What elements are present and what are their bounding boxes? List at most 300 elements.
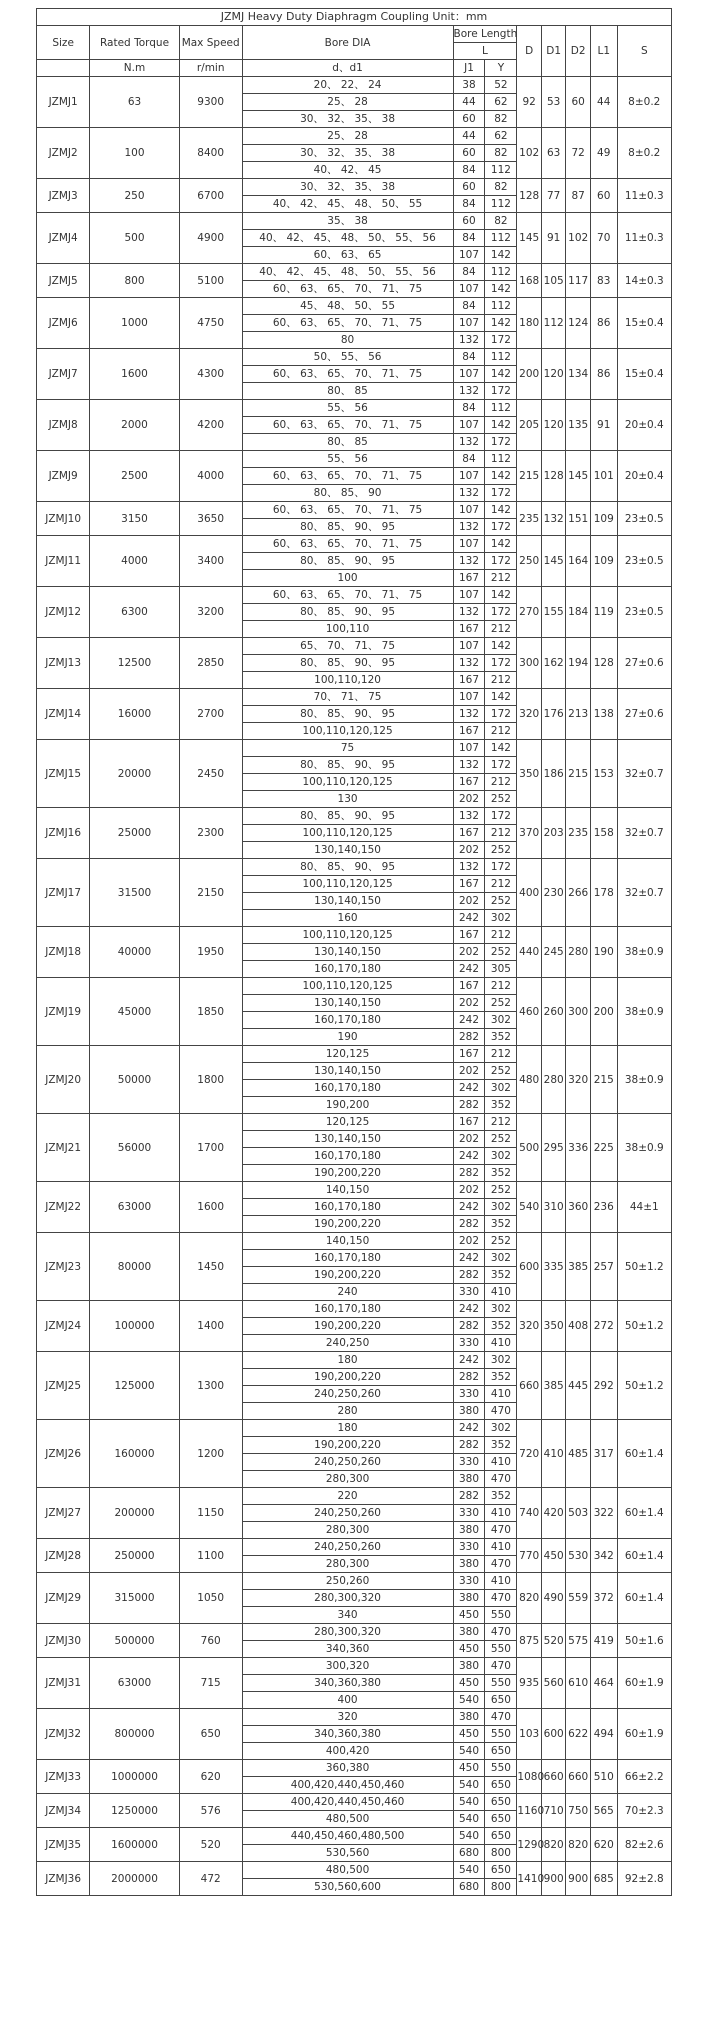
cell-bore-y: 82 xyxy=(485,111,517,128)
cell-bore-y: 410 xyxy=(485,1454,517,1471)
cell-d2: 266 xyxy=(566,859,591,927)
cell-bore-dia: 130,140,150 xyxy=(242,1063,453,1080)
cell-l1: 419 xyxy=(590,1624,617,1658)
cell-bore-j1: 450 xyxy=(453,1726,485,1743)
cell-rated-torque: 3150 xyxy=(90,502,179,536)
cell-size: JZMJ28 xyxy=(37,1539,90,1573)
cell-max-speed: 3400 xyxy=(179,536,242,587)
cell-d1: 420 xyxy=(541,1488,566,1539)
cell-bore-dia: 190,200,220 xyxy=(242,1267,453,1284)
cell-bore-dia: 130,140,150 xyxy=(242,995,453,1012)
table-row xyxy=(37,808,672,825)
cell-bore-y: 305 xyxy=(485,961,517,978)
cell-bore-dia: 280,300,320 xyxy=(242,1590,453,1607)
cell-bore-j1: 167 xyxy=(453,570,485,587)
header-torque-unit: N.m xyxy=(90,60,179,77)
cell-bore-j1: 282 xyxy=(453,1437,485,1454)
cell-bore-j1: 330 xyxy=(453,1454,485,1471)
cell-rated-torque: 160000 xyxy=(90,1420,179,1488)
cell-bore-dia: 190,200,220 xyxy=(242,1165,453,1182)
cell-bore-y: 302 xyxy=(485,1352,517,1369)
cell-bore-j1: 84 xyxy=(453,196,485,213)
cell-bore-y: 352 xyxy=(485,1437,517,1454)
cell-s: 60±1.4 xyxy=(617,1573,671,1624)
cell-rated-torque: 200000 xyxy=(90,1488,179,1539)
header-d1: D1 xyxy=(541,26,566,77)
cell-s: 32±0.7 xyxy=(617,859,671,927)
cell-size: JZMJ1 xyxy=(37,77,90,128)
cell-d1: 335 xyxy=(541,1233,566,1301)
cell-max-speed: 8400 xyxy=(179,128,242,179)
cell-bore-y: 212 xyxy=(485,570,517,587)
cell-bore-dia: 80、 85、 90 xyxy=(242,485,453,502)
cell-bore-dia: 480,500 xyxy=(242,1862,453,1879)
cell-d: 660 xyxy=(517,1352,542,1420)
table-row xyxy=(37,1420,672,1437)
cell-bore-dia: 360,380 xyxy=(242,1760,453,1777)
cell-max-speed: 4750 xyxy=(179,298,242,349)
cell-bore-j1: 282 xyxy=(453,1488,485,1505)
cell-bore-j1: 282 xyxy=(453,1029,485,1046)
cell-bore-y: 142 xyxy=(485,315,517,332)
cell-bore-j1: 242 xyxy=(453,1250,485,1267)
cell-bore-y: 470 xyxy=(485,1556,517,1573)
cell-d: 250 xyxy=(517,536,542,587)
cell-d1: 230 xyxy=(541,859,566,927)
cell-d2: 164 xyxy=(566,536,591,587)
cell-l1: 60 xyxy=(590,179,617,213)
cell-s: 60±1.4 xyxy=(617,1539,671,1573)
cell-d1: 260 xyxy=(541,978,566,1046)
cell-bore-j1: 242 xyxy=(453,1148,485,1165)
cell-bore-dia: 35、 38 xyxy=(242,213,453,230)
cell-bore-y: 172 xyxy=(485,383,517,400)
cell-s: 23±0.5 xyxy=(617,587,671,638)
cell-bore-j1: 202 xyxy=(453,1182,485,1199)
cell-bore-y: 252 xyxy=(485,1131,517,1148)
cell-s: 8±0.2 xyxy=(617,128,671,179)
cell-size: JZMJ16 xyxy=(37,808,90,859)
table-row xyxy=(37,128,672,145)
cell-bore-y: 62 xyxy=(485,94,517,111)
cell-bore-dia: 60、 63、 65、 70、 71、 75 xyxy=(242,468,453,485)
cell-d2: 320 xyxy=(566,1046,591,1114)
cell-bore-y: 142 xyxy=(485,536,517,553)
cell-d2: 134 xyxy=(566,349,591,400)
cell-s: 11±0.3 xyxy=(617,179,671,213)
cell-s: 50±1.6 xyxy=(617,1624,671,1658)
cell-max-speed: 1050 xyxy=(179,1573,242,1624)
cell-d1: 162 xyxy=(541,638,566,689)
cell-bore-j1: 242 xyxy=(453,1352,485,1369)
cell-bore-dia: 80、 85 xyxy=(242,383,453,400)
cell-bore-j1: 60 xyxy=(453,111,485,128)
cell-d1: 660 xyxy=(541,1760,566,1794)
cell-s: 82±2.6 xyxy=(617,1828,671,1862)
cell-s: 38±0.9 xyxy=(617,1046,671,1114)
cell-rated-torque: 80000 xyxy=(90,1233,179,1301)
cell-d2: 485 xyxy=(566,1420,591,1488)
cell-bore-dia: 480,500 xyxy=(242,1811,453,1828)
cell-size: JZMJ23 xyxy=(37,1233,90,1301)
cell-bore-y: 142 xyxy=(485,247,517,264)
cell-bore-j1: 282 xyxy=(453,1165,485,1182)
cell-max-speed: 1450 xyxy=(179,1233,242,1301)
cell-bore-y: 410 xyxy=(485,1539,517,1556)
cell-bore-dia: 160,170,180 xyxy=(242,1148,453,1165)
cell-d: 600 xyxy=(517,1233,542,1301)
cell-s: 60±1.4 xyxy=(617,1488,671,1539)
cell-d2: 280 xyxy=(566,927,591,978)
cell-bore-j1: 132 xyxy=(453,655,485,672)
cell-d: 270 xyxy=(517,587,542,638)
cell-bore-y: 252 xyxy=(485,995,517,1012)
cell-size: JZMJ26 xyxy=(37,1420,90,1488)
cell-bore-j1: 202 xyxy=(453,1233,485,1250)
cell-bore-dia: 180 xyxy=(242,1420,453,1437)
cell-bore-j1: 167 xyxy=(453,621,485,638)
cell-bore-y: 142 xyxy=(485,468,517,485)
cell-bore-dia: 80 xyxy=(242,332,453,349)
cell-bore-dia: 40、 42、 45、 48、 50、 55 xyxy=(242,196,453,213)
cell-bore-dia: 240,250,260 xyxy=(242,1386,453,1403)
cell-d2: 60 xyxy=(566,77,591,128)
cell-bore-dia: 320 xyxy=(242,1709,453,1726)
cell-size: JZMJ13 xyxy=(37,638,90,689)
cell-bore-y: 142 xyxy=(485,638,517,655)
header-d2: D2 xyxy=(566,26,591,77)
cell-d: 935 xyxy=(517,1658,542,1709)
cell-d2: 124 xyxy=(566,298,591,349)
cell-bore-y: 550 xyxy=(485,1675,517,1692)
cell-bore-j1: 132 xyxy=(453,808,485,825)
cell-max-speed: 472 xyxy=(179,1862,242,1896)
cell-bore-dia: 80、 85、 90、 95 xyxy=(242,604,453,621)
cell-s: 44±1 xyxy=(617,1182,671,1233)
cell-bore-y: 470 xyxy=(485,1590,517,1607)
cell-max-speed: 4200 xyxy=(179,400,242,451)
cell-d2: 750 xyxy=(566,1794,591,1828)
cell-bore-j1: 132 xyxy=(453,485,485,502)
cell-bore-dia: 65、 70、 71、 75 xyxy=(242,638,453,655)
cell-size: JZMJ25 xyxy=(37,1352,90,1420)
cell-bore-y: 352 xyxy=(485,1165,517,1182)
cell-bore-j1: 107 xyxy=(453,247,485,264)
table-row xyxy=(37,298,672,315)
header-bore-length: Bore Length xyxy=(453,26,517,43)
cell-max-speed: 2850 xyxy=(179,638,242,689)
cell-d: 350 xyxy=(517,740,542,808)
cell-size: JZMJ36 xyxy=(37,1862,90,1896)
cell-bore-j1: 242 xyxy=(453,1420,485,1437)
table-title: JZMJ Heavy Duty Diaphragm Coupling Unit：mm xyxy=(37,9,672,26)
cell-bore-dia: 80、 85、 90、 95 xyxy=(242,553,453,570)
cell-bore-y: 112 xyxy=(485,196,517,213)
cell-bore-dia: 440,450,460,480,500 xyxy=(242,1828,453,1845)
cell-bore-j1: 167 xyxy=(453,1114,485,1131)
cell-bore-j1: 540 xyxy=(453,1862,485,1879)
cell-bore-j1: 107 xyxy=(453,417,485,434)
cell-max-speed: 1300 xyxy=(179,1352,242,1420)
cell-bore-j1: 380 xyxy=(453,1403,485,1420)
cell-bore-j1: 167 xyxy=(453,774,485,791)
cell-bore-dia: 100,110,120,125 xyxy=(242,825,453,842)
cell-size: JZMJ30 xyxy=(37,1624,90,1658)
cell-bore-j1: 84 xyxy=(453,400,485,417)
cell-d: 1290 xyxy=(517,1828,542,1862)
cell-bore-j1: 540 xyxy=(453,1777,485,1794)
cell-l1: 190 xyxy=(590,927,617,978)
header-bore-sub: d、d1 xyxy=(242,60,453,77)
cell-bore-y: 52 xyxy=(485,77,517,94)
cell-l1: 342 xyxy=(590,1539,617,1573)
cell-bore-y: 172 xyxy=(485,808,517,825)
cell-bore-dia: 80、 85、 90、 95 xyxy=(242,808,453,825)
cell-bore-y: 650 xyxy=(485,1811,517,1828)
table-row xyxy=(37,1182,672,1199)
cell-d: 720 xyxy=(517,1420,542,1488)
cell-d: 205 xyxy=(517,400,542,451)
cell-rated-torque: 2000 xyxy=(90,400,179,451)
cell-d2: 820 xyxy=(566,1828,591,1862)
cell-max-speed: 4300 xyxy=(179,349,242,400)
cell-bore-j1: 60 xyxy=(453,145,485,162)
cell-s: 60±1.4 xyxy=(617,1420,671,1488)
header-rated-torque: Rated Torque xyxy=(90,26,179,60)
cell-bore-dia: 80、 85、 90、 95 xyxy=(242,859,453,876)
cell-bore-dia: 40、 42、 45、 48、 50、 55、 56 xyxy=(242,264,453,281)
cell-d: 740 xyxy=(517,1488,542,1539)
cell-size: JZMJ7 xyxy=(37,349,90,400)
cell-size: JZMJ3 xyxy=(37,179,90,213)
cell-l1: 109 xyxy=(590,502,617,536)
cell-bore-y: 302 xyxy=(485,1199,517,1216)
cell-s: 50±1.2 xyxy=(617,1301,671,1352)
cell-bore-j1: 84 xyxy=(453,349,485,366)
cell-bore-y: 252 xyxy=(485,944,517,961)
cell-max-speed: 4900 xyxy=(179,213,242,264)
cell-bore-dia: 340 xyxy=(242,1607,453,1624)
cell-l1: 200 xyxy=(590,978,617,1046)
cell-bore-y: 142 xyxy=(485,281,517,298)
header-max-speed: Max Speed xyxy=(179,26,242,60)
table-row xyxy=(37,927,672,944)
cell-bore-dia: 100,110,120,125 xyxy=(242,723,453,740)
cell-s: 14±0.3 xyxy=(617,264,671,298)
cell-bore-j1: 450 xyxy=(453,1760,485,1777)
cell-s: 66±2.2 xyxy=(617,1760,671,1794)
cell-d1: 105 xyxy=(541,264,566,298)
cell-d: 480 xyxy=(517,1046,542,1114)
table-row xyxy=(37,213,672,230)
cell-bore-dia: 190,200,220 xyxy=(242,1216,453,1233)
cell-bore-y: 142 xyxy=(485,417,517,434)
cell-bore-j1: 60 xyxy=(453,179,485,196)
cell-bore-y: 302 xyxy=(485,1080,517,1097)
cell-bore-j1: 380 xyxy=(453,1556,485,1573)
cell-bore-dia: 280 xyxy=(242,1403,453,1420)
cell-bore-dia: 100,110,120 xyxy=(242,672,453,689)
cell-rated-torque: 800 xyxy=(90,264,179,298)
cell-d: 102 xyxy=(517,128,542,179)
cell-bore-dia: 160,170,180 xyxy=(242,1301,453,1318)
cell-bore-dia: 190 xyxy=(242,1029,453,1046)
cell-max-speed: 520 xyxy=(179,1828,242,1862)
cell-bore-dia: 60、 63、 65、 70、 71、 75 xyxy=(242,587,453,604)
cell-d1: 600 xyxy=(541,1709,566,1760)
cell-bore-dia: 60、 63、 65 xyxy=(242,247,453,264)
cell-bore-y: 142 xyxy=(485,689,517,706)
table-row xyxy=(37,264,672,281)
cell-size: JZMJ33 xyxy=(37,1760,90,1794)
cell-bore-dia: 160,170,180 xyxy=(242,1250,453,1267)
cell-bore-y: 112 xyxy=(485,162,517,179)
table-row xyxy=(37,1046,672,1063)
cell-bore-j1: 167 xyxy=(453,723,485,740)
cell-bore-dia: 70、 71、 75 xyxy=(242,689,453,706)
cell-bore-y: 650 xyxy=(485,1794,517,1811)
cell-d: 200 xyxy=(517,349,542,400)
cell-rated-torque: 31500 xyxy=(90,859,179,927)
table-row xyxy=(37,1862,672,1879)
cell-rated-torque: 63000 xyxy=(90,1658,179,1709)
cell-l1: 494 xyxy=(590,1709,617,1760)
cell-l1: 101 xyxy=(590,451,617,502)
cell-bore-j1: 450 xyxy=(453,1641,485,1658)
table-row xyxy=(37,400,672,417)
cell-l1: 44 xyxy=(590,77,617,128)
cell-max-speed: 2450 xyxy=(179,740,242,808)
cell-bore-y: 352 xyxy=(485,1318,517,1335)
cell-bore-dia: 80、 85 xyxy=(242,434,453,451)
cell-d: 145 xyxy=(517,213,542,264)
cell-d2: 72 xyxy=(566,128,591,179)
cell-bore-y: 112 xyxy=(485,230,517,247)
cell-bore-y: 142 xyxy=(485,587,517,604)
cell-bore-dia: 240,250,260 xyxy=(242,1505,453,1522)
header-bore-dia: Bore DIA xyxy=(242,26,453,60)
table-row xyxy=(37,638,672,655)
cell-d1: 128 xyxy=(541,451,566,502)
cell-bore-y: 550 xyxy=(485,1726,517,1743)
cell-d2: 117 xyxy=(566,264,591,298)
cell-bore-j1: 242 xyxy=(453,1080,485,1097)
cell-d1: 900 xyxy=(541,1862,566,1896)
cell-s: 23±0.5 xyxy=(617,536,671,587)
cell-size: JZMJ19 xyxy=(37,978,90,1046)
cell-d2: 503 xyxy=(566,1488,591,1539)
cell-s: 15±0.4 xyxy=(617,349,671,400)
cell-bore-j1: 540 xyxy=(453,1692,485,1709)
cell-bore-dia: 80、 85、 90、 95 xyxy=(242,519,453,536)
cell-bore-j1: 540 xyxy=(453,1794,485,1811)
cell-s: 50±1.2 xyxy=(617,1352,671,1420)
cell-d1: 112 xyxy=(541,298,566,349)
cell-bore-j1: 167 xyxy=(453,927,485,944)
cell-d: 540 xyxy=(517,1182,542,1233)
cell-rated-torque: 2000000 xyxy=(90,1862,179,1896)
cell-bore-dia: 120,125 xyxy=(242,1114,453,1131)
cell-bore-j1: 84 xyxy=(453,451,485,468)
table-row xyxy=(37,1539,672,1556)
cell-size: JZMJ5 xyxy=(37,264,90,298)
cell-s: 70±2.3 xyxy=(617,1794,671,1828)
cell-bore-j1: 167 xyxy=(453,825,485,842)
cell-d1: 295 xyxy=(541,1114,566,1182)
header-size: Size xyxy=(37,26,90,60)
cell-max-speed: 1200 xyxy=(179,1420,242,1488)
cell-bore-dia: 75 xyxy=(242,740,453,757)
cell-size: JZMJ31 xyxy=(37,1658,90,1709)
cell-size: JZMJ32 xyxy=(37,1709,90,1760)
cell-bore-y: 142 xyxy=(485,740,517,757)
cell-bore-j1: 107 xyxy=(453,536,485,553)
cell-d2: 300 xyxy=(566,978,591,1046)
cell-l1: 178 xyxy=(590,859,617,927)
cell-d1: 350 xyxy=(541,1301,566,1352)
cell-bore-y: 410 xyxy=(485,1505,517,1522)
cell-bore-dia: 40、 42、 45、 48、 50、 55、 56 xyxy=(242,230,453,247)
cell-bore-j1: 242 xyxy=(453,1301,485,1318)
cell-bore-dia: 40、 42、 45 xyxy=(242,162,453,179)
cell-bore-y: 352 xyxy=(485,1488,517,1505)
cell-d: 300 xyxy=(517,638,542,689)
table-row xyxy=(37,77,672,94)
cell-max-speed: 1700 xyxy=(179,1114,242,1182)
cell-bore-y: 82 xyxy=(485,179,517,196)
table-row xyxy=(37,536,672,553)
cell-l1: 322 xyxy=(590,1488,617,1539)
cell-max-speed: 4000 xyxy=(179,451,242,502)
cell-bore-j1: 282 xyxy=(453,1318,485,1335)
cell-bore-j1: 167 xyxy=(453,978,485,995)
cell-rated-torque: 40000 xyxy=(90,927,179,978)
cell-bore-y: 410 xyxy=(485,1335,517,1352)
cell-bore-dia: 60、 63、 65、 70、 71、 75 xyxy=(242,536,453,553)
cell-bore-j1: 282 xyxy=(453,1267,485,1284)
cell-l1: 510 xyxy=(590,1760,617,1794)
cell-d1: 280 xyxy=(541,1046,566,1114)
cell-rated-torque: 1600 xyxy=(90,349,179,400)
cell-bore-y: 650 xyxy=(485,1828,517,1845)
cell-d2: 559 xyxy=(566,1573,591,1624)
table-row xyxy=(37,1624,672,1641)
cell-bore-y: 82 xyxy=(485,213,517,230)
cell-bore-y: 62 xyxy=(485,128,517,145)
cell-bore-j1: 132 xyxy=(453,706,485,723)
cell-size: JZMJ17 xyxy=(37,859,90,927)
cell-bore-dia: 160,170,180 xyxy=(242,1080,453,1097)
cell-bore-y: 650 xyxy=(485,1862,517,1879)
cell-bore-dia: 190,200,220 xyxy=(242,1437,453,1454)
cell-bore-y: 212 xyxy=(485,774,517,791)
cell-bore-j1: 202 xyxy=(453,944,485,961)
cell-bore-y: 352 xyxy=(485,1029,517,1046)
cell-bore-dia: 400,420 xyxy=(242,1743,453,1760)
cell-bore-dia: 130,140,150 xyxy=(242,944,453,961)
cell-l1: 292 xyxy=(590,1352,617,1420)
cell-bore-j1: 330 xyxy=(453,1386,485,1403)
cell-d1: 203 xyxy=(541,808,566,859)
cell-bore-y: 212 xyxy=(485,672,517,689)
cell-bore-j1: 330 xyxy=(453,1573,485,1590)
cell-d: 500 xyxy=(517,1114,542,1182)
cell-bore-j1: 282 xyxy=(453,1216,485,1233)
table-row xyxy=(37,1573,672,1590)
cell-d1: 77 xyxy=(541,179,566,213)
cell-bore-y: 252 xyxy=(485,893,517,910)
cell-bore-y: 112 xyxy=(485,400,517,417)
